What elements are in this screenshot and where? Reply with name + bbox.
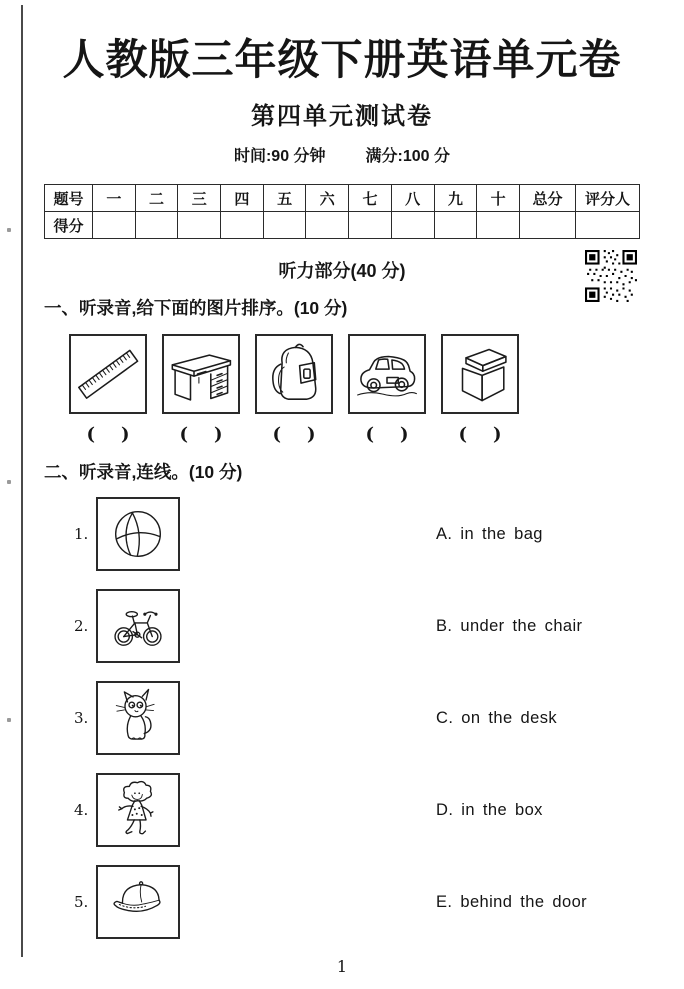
match-option-c: C. on the desk xyxy=(436,708,557,727)
desk-illustration xyxy=(166,338,236,410)
section-one-answer-brackets xyxy=(69,424,519,445)
picture-box-ruler xyxy=(69,334,147,414)
listening-part-heading: 听力部分(40 分) xyxy=(278,261,406,282)
item-number: 2. xyxy=(74,617,89,636)
picture-box-bicycle xyxy=(96,589,180,663)
match-item-3 xyxy=(74,681,640,755)
score-cell xyxy=(434,212,477,239)
score-cell xyxy=(178,212,221,239)
score-cell xyxy=(306,212,349,239)
picture-box-desk xyxy=(162,334,240,414)
doll-illustration xyxy=(107,779,169,841)
score-header-cell: 二 xyxy=(135,185,178,212)
score-cell xyxy=(349,212,392,239)
match-option-a: A. in the bag xyxy=(436,524,543,543)
scan-artifact xyxy=(7,718,11,722)
score-header-cell: 一 xyxy=(93,185,136,212)
score-table-score-row xyxy=(45,212,640,239)
picture-box-schoolbag xyxy=(255,334,333,414)
scan-artifact xyxy=(7,228,11,232)
score-cell xyxy=(263,212,306,239)
score-header-cell: 七 xyxy=(349,185,392,212)
box-illustration xyxy=(445,338,515,410)
match-option-e: E. behind the door xyxy=(436,892,588,911)
page-title: 人教版三年级下册英语单元卷 xyxy=(62,36,622,83)
picture-box-car xyxy=(348,334,426,414)
score-header-cell: 十 xyxy=(477,185,520,212)
score-table-header-row xyxy=(45,185,640,212)
exam-info xyxy=(44,143,640,166)
score-header-cell: 总分 xyxy=(520,185,576,212)
score-cell xyxy=(477,212,520,239)
match-option-b: B. under the chair xyxy=(436,616,583,635)
ball-illustration xyxy=(105,503,171,565)
item-number: 5. xyxy=(74,893,89,912)
match-item-4 xyxy=(74,773,640,847)
picture-box-ball xyxy=(96,497,180,571)
score-header-cell: 三 xyxy=(178,185,221,212)
answer-bracket: ( ) xyxy=(458,424,502,446)
answer-bracket: ( ) xyxy=(179,424,223,446)
cap-illustration xyxy=(103,871,173,933)
score-cell xyxy=(221,212,264,239)
score-header-cell: 四 xyxy=(221,185,264,212)
match-item-1 xyxy=(74,497,640,571)
section-two-heading: 二、听录音,连线。(10 分) xyxy=(44,462,243,483)
page-subtitle: 第四单元测试卷 xyxy=(251,103,433,131)
match-item-2 xyxy=(74,589,640,663)
picture-box-cap xyxy=(96,865,180,939)
score-table xyxy=(44,184,640,239)
page-binding-line xyxy=(21,5,23,957)
schoolbag-illustration xyxy=(259,338,329,410)
item-number: 4. xyxy=(74,801,89,820)
picture-box-cat xyxy=(96,681,180,755)
score-header-cell: 九 xyxy=(434,185,477,212)
qr-code xyxy=(585,250,637,302)
score-header-cell: 八 xyxy=(391,185,434,212)
item-number: 1. xyxy=(74,525,89,544)
answer-bracket: ( ) xyxy=(86,424,130,446)
score-cell xyxy=(93,212,136,239)
section-one-pictures xyxy=(69,334,519,414)
item-number: 3. xyxy=(74,709,89,728)
ruler-illustration xyxy=(73,338,143,410)
exam-time: 时间:90 分钟 xyxy=(233,148,326,166)
match-item-5 xyxy=(74,865,640,939)
score-cell xyxy=(391,212,434,239)
score-cell xyxy=(576,212,640,239)
score-header-cell: 题号 xyxy=(45,185,93,212)
score-cell xyxy=(520,212,576,239)
scan-artifact xyxy=(7,480,11,484)
score-row-label: 得分 xyxy=(45,212,93,239)
score-cell xyxy=(135,212,178,239)
bicycle-illustration xyxy=(103,595,173,657)
answer-bracket: ( ) xyxy=(365,424,409,446)
exam-full-score: 满分:100 分 xyxy=(365,148,451,166)
picture-box-doll xyxy=(96,773,180,847)
match-option-d: D. in the box xyxy=(436,800,543,819)
section-one-heading: 一、听录音,给下面的图片排序。(10 分) xyxy=(44,298,348,319)
answer-bracket: ( ) xyxy=(272,424,316,446)
score-header-cell: 五 xyxy=(263,185,306,212)
car-illustration xyxy=(352,338,422,410)
picture-box-box xyxy=(441,334,519,414)
score-header-cell: 评分人 xyxy=(576,185,640,212)
score-header-cell: 六 xyxy=(306,185,349,212)
cat-illustration xyxy=(105,687,171,749)
page-number: 1 xyxy=(336,957,348,977)
